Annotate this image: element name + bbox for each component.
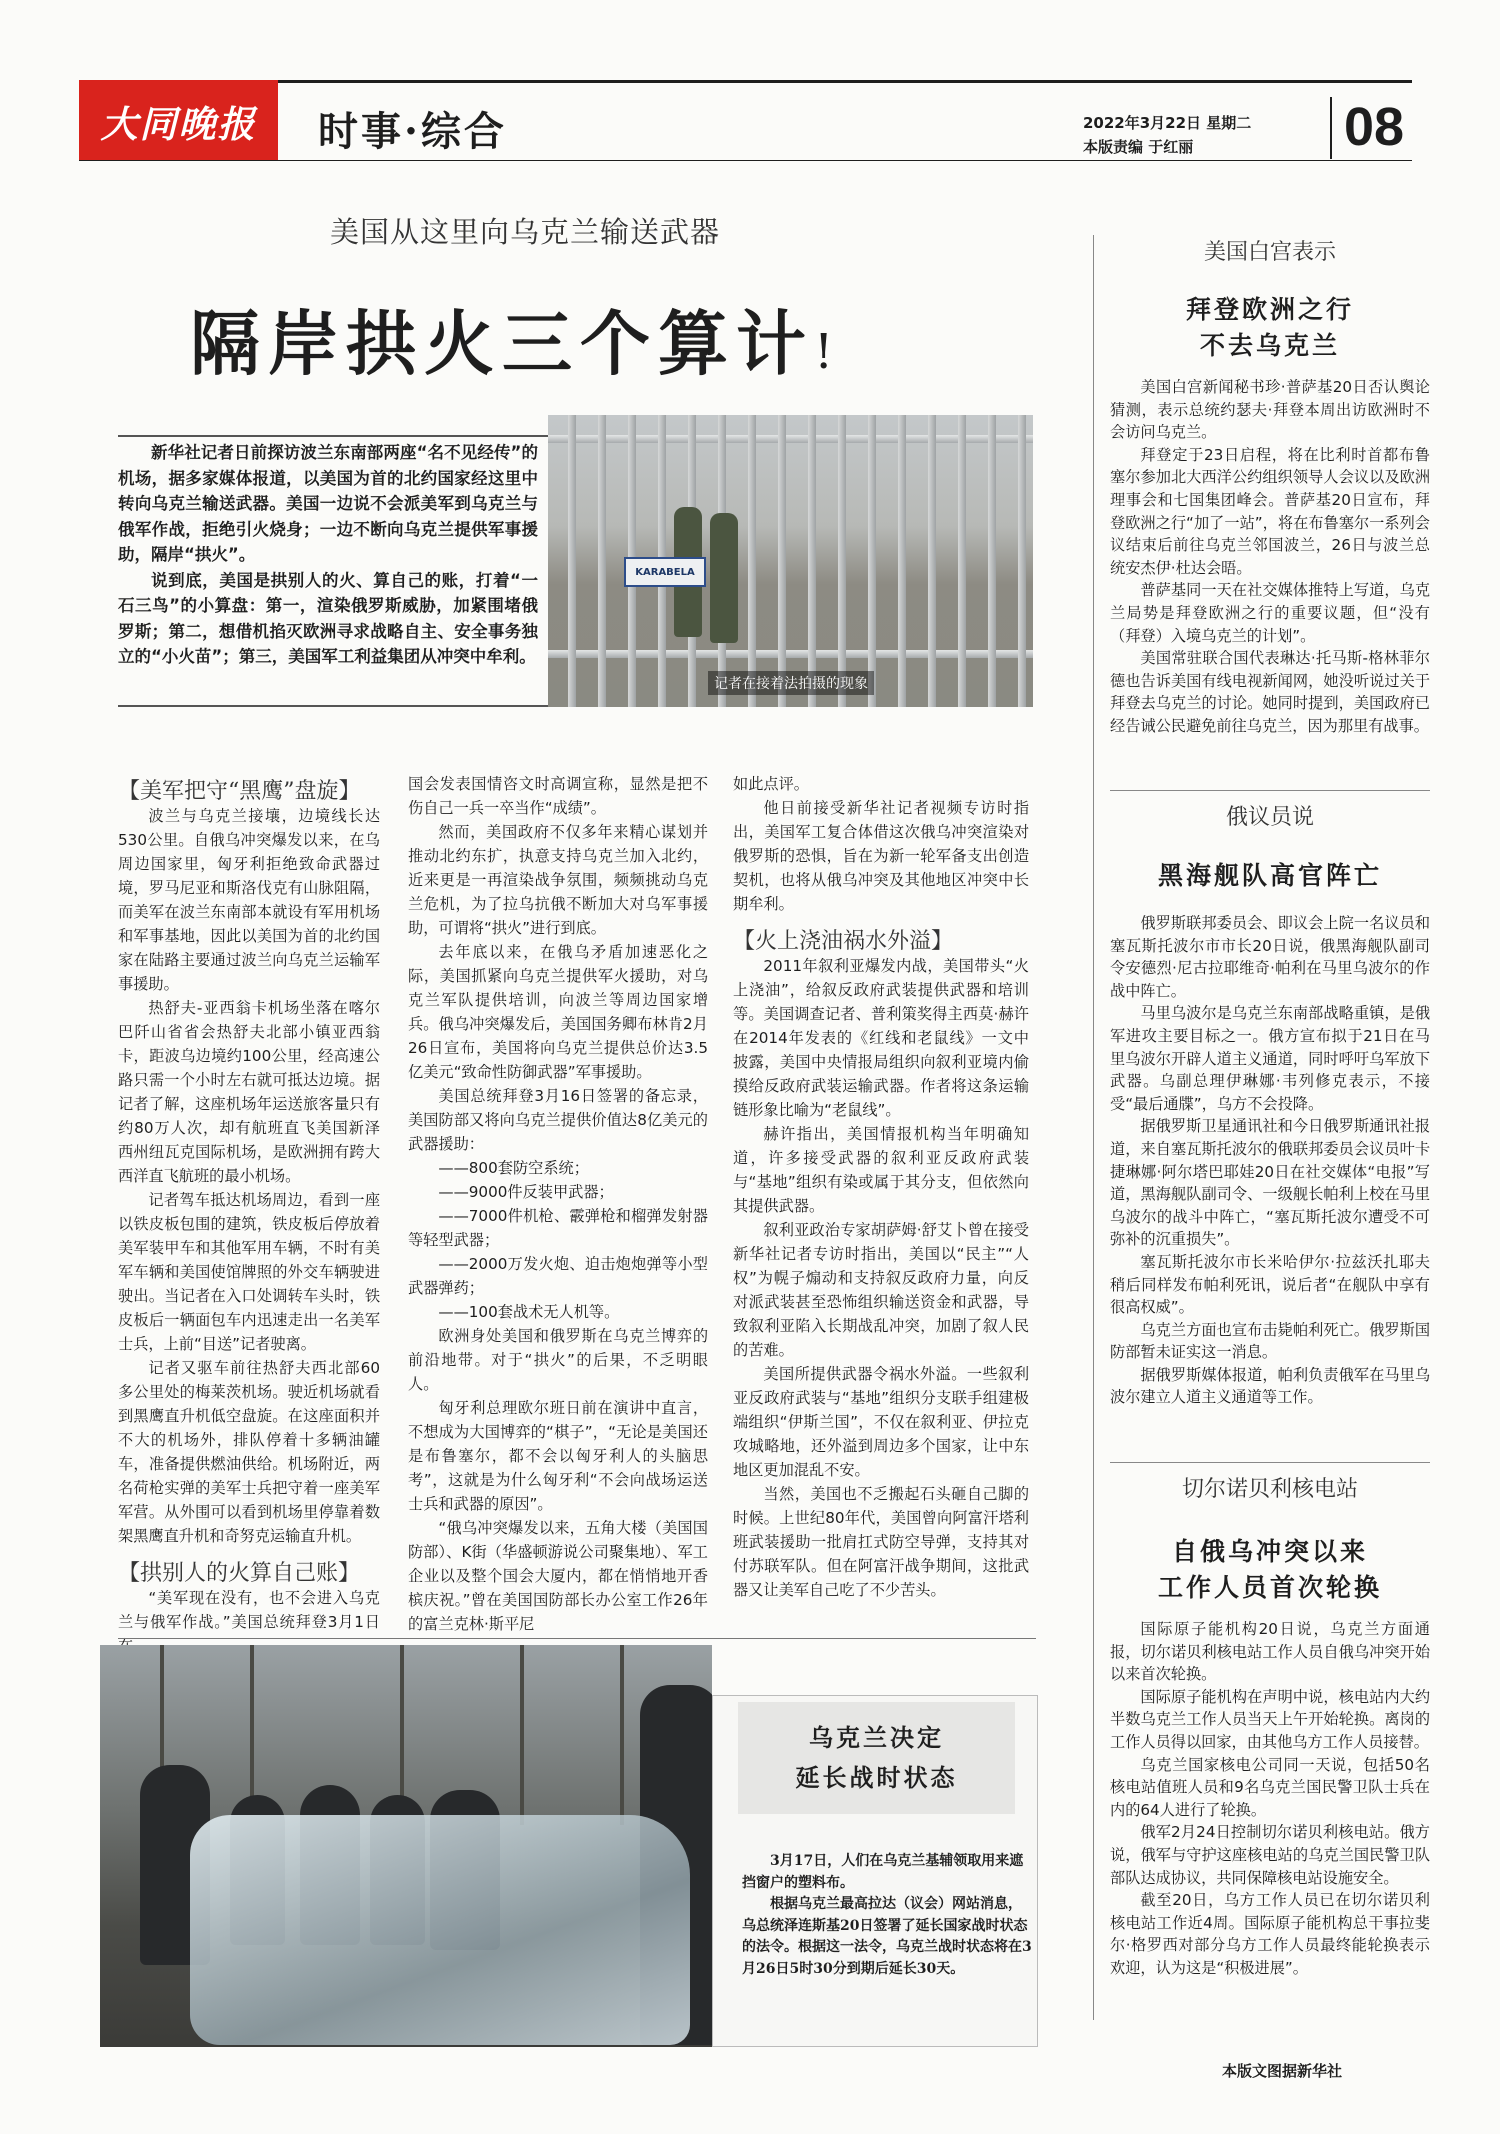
paragraph: 据俄罗斯媒体报道，帕利负责俄军在马里乌波尔建立人道主义通道等工作。 <box>1110 1365 1430 1407</box>
story-divider <box>1110 790 1430 791</box>
section-divider <box>118 1638 1036 1639</box>
paragraph: 乌克兰国家核电公司同一天说，包括50名核电站值班人员和9名乌克兰国民警卫队士兵在内的64人进行了轮换。 <box>1110 1755 1430 1819</box>
paragraph: 国际原子能机构20日说，乌克兰方面通报，切尔诺贝利核电站工作人员自俄乌冲突开始以来首次轮换。 <box>1110 1620 1430 1684</box>
paragraph: 记者驾车抵达机场周边，看到一座以铁皮板包围的建筑，铁皮板后停放着美军装甲车和其他军用车辆，不时有美军车辆和美国使馆牌照的外交车辆驶进驶出。当记者在入口处调转车头时，铁皮板后一辆面包车内迅速走出一名美军士兵，上前“目送”记者驶离。 <box>118 1191 380 1353</box>
masthead-bottom-rule <box>79 160 1412 161</box>
paragraph: 赫许指出，美国情报机构当年明确知道，许多接受武器的叙利亚反政府武装与“基地”组织有染或属于其分支，但依然向其提供武器。 <box>733 1125 1029 1215</box>
paragraph: 他日前接受新华社记者视频专访时指出，美国军工复合体借这次俄乌冲突渲染对俄罗斯的恐惧，旨在为新一轮军备支出创造契机，也将从俄乌冲突及其他地区冲突中长期牟利。 <box>733 799 1029 913</box>
headline-line: 自俄乌冲突以来 <box>1171 1537 1368 1566</box>
paragraph: 马里乌波尔是乌克兰东南部战略重镇，是俄军进攻主要目标之一。俄方宣布拟于21日在马里乌波尔开辟人道主义通道，同时呼吁乌军放下武器。乌副总理伊琳娜·韦列修克表示，不接受“最后通牒”，乌方不会投降。 <box>1110 1004 1430 1113</box>
story-headline <box>1110 292 1430 364</box>
paragraph: 美国白宫新闻秘书珍·普萨基20日否认舆论猜测，表示总统约瑟夫·拜登本周出访欧洲时不会访问乌克兰。 <box>1110 378 1430 442</box>
paragraph: 塞瓦斯托波尔市长米哈伊尔·拉兹沃扎耶夫稍后同样发布帕利死讯，说后者“在舰队中享有很高权威”。 <box>1110 1252 1430 1317</box>
paragraph: 根据乌克兰最高拉达（议会）网站消息，乌总统泽连斯基20日签署了延长国家战时状态的法令。根据这一法令，乌克兰战时状态将在3月26日5时30分到期后延长30天。 <box>742 1896 1032 1977</box>
paragraph: “俄乌冲突爆发以来，五角大楼（美国国防部）、K街（华盛顿游说公司聚集地）、军工企业以及整个国会大厦内，都在悄悄地开香槟庆祝。”曾在美国国防部长办公室工作26年的富兰克林·斯平尼 <box>408 1519 708 1633</box>
list-item: ——9000件反装甲武器； <box>438 1183 614 1201</box>
paragraph: 乌克兰方面也宣布击毙帕利死亡。俄罗斯国防部暂未证实这一消息。 <box>1110 1320 1430 1362</box>
paragraph: 欧洲身处美国和俄罗斯在乌克兰博弈的前沿地带。对于“拱火”的后果，不乏明眼人。 <box>408 1327 708 1393</box>
paragraph: 2011年叙利亚爆发内战，美国带头“火上浇油”，给叙反政府武装提供武器和培训等。美国调查记者、普利策奖得主西莫·赫许在2014年发表的《红线和老鼠线》一文中披露，美国中央情报局组织向叙利亚境内偷摸给反政府武装运输武器。作者将这条运输链形象比喻为“老鼠线”。 <box>733 957 1029 1119</box>
list-item: ——2000万发火炮、迫击炮炮弹等小型武器弹药； <box>408 1255 708 1297</box>
headline-line: 工作人员首次轮换 <box>1157 1573 1382 1602</box>
issue-date: 2022年3月22日 星期二 <box>1083 114 1252 132</box>
story-headline <box>1110 1534 1430 1606</box>
title-line: 乌克兰决定 <box>809 1724 944 1752</box>
page-editor: 本版责编 于红丽 <box>1083 138 1194 156</box>
title-line: 延长战时状态 <box>795 1764 958 1792</box>
lead-top-rule <box>118 435 548 437</box>
section-title: 时事·综合 <box>318 108 507 155</box>
airport-fence-photo <box>548 415 1033 707</box>
paragraph: 叙利亚政治专家胡萨姆·舒艾卜曾在接受新华社记者专访时指出，美国以“民主”“人权”为幌子煽动和支持叙反政府力量，向反对派武装甚至恐怖组织输送资金和武器，导致叙利亚陷入长期战乱冲突，加剧了叙人民的苦难。 <box>733 1221 1029 1359</box>
photo-caption: 记者在接着法拍摄的现象 <box>708 671 874 695</box>
paragraph: 匈牙利总理欧尔班日前在演讲中直言，不想成为大国博弈的“棋子”，“无论是美国还是布鲁塞尔，都不会以匈牙利人的头脑思考”，这就是为什么匈牙利“不会向战场运送士兵和武器的原因”。 <box>408 1399 708 1513</box>
ukraine-box-title <box>738 1702 1015 1814</box>
paragraph: 拜登定于23日启程，将在比利时首都布鲁塞尔参加北大西洋公约组织领导人会议以及欧洲理事会和七国集团峰会。普萨基20日宣布，拜登欧洲之行“加了一站”，将在布鲁塞尔一系列会议结束后前往乌克兰邻国波兰，26日与波兰总统安杰伊·杜达会晤。 <box>1110 445 1430 577</box>
gate-sign: KARABELA <box>624 557 706 587</box>
masthead-top-rule <box>79 80 1412 83</box>
paragraph: 记者又驱车前往热舒夫西北部60多公里处的梅莱茨机场。驶近机场就看到黑鹰直升机低空盘旋。在这座面积并不大的机场外，排队停着十多辆油罐车，准备提供燃油供给。机场附近，两名荷枪实弹的美军士兵把守着一座美军军营。从外围可以看到机场里停靠着数架黑鹰直升机和奇努克运输直升机。 <box>118 1359 380 1545</box>
story-kicker: 美国从这里向乌克兰输送武器 <box>330 215 721 249</box>
lead-paragraph: 新华社记者日前探访波兰东南部两座“名不见经传”的机场，据多家媒体报道，以美国为首的北约国家经这里中转向乌克兰输送武器。美国一边说不会派美军到乌克兰与俄军作战，拒绝引火烧身；一边不断向乌克兰提供军事援助，隔岸“拱火”。 <box>118 443 538 564</box>
paragraph: 俄军2月24日控制切尔诺贝利核电站。俄方说，俄军与守护这座核电站的乌克兰国民警卫队部队达成协议，共同保障核电站设施安全。 <box>1110 1823 1430 1887</box>
white-house-story <box>1110 376 1430 738</box>
paragraph: 去年底以来，在俄乌矛盾加速恶化之际，美国抓紧向乌克兰提供军火援助，对乌克兰军队提供培训，向波兰等周边国家增兵。俄乌冲突爆发后，美国国务卿布林肯2月26日宣布，美国将向乌克兰提供总价达3.5亿美元“致命性防御武器”军事援助。 <box>408 943 708 1081</box>
dateline <box>1083 111 1251 159</box>
page-number: 08 <box>1344 97 1405 157</box>
paragraph: 美国所提供武器令祸水外溢。一些叙利亚反政府武装与“基地”组织分支联手组建极端组织“伊斯兰国”，不仅在叙利亚、伊拉克攻城略地，还外溢到周边多个国家，让中东地区更加混乱不安。 <box>733 1365 1029 1479</box>
story-divider <box>1110 1462 1430 1463</box>
newspaper-logo: 大同晚报 <box>79 80 278 161</box>
story-tag: 美国白宫表示 <box>1203 240 1336 265</box>
paragraph: 据俄罗斯卫星通讯社和今日俄罗斯通讯社报道，来自塞瓦斯托波尔的俄联邦委员会议员叶卡捷琳娜·阿尔塔巴耶娃20日在社交媒体“电报”写道，黑海舰队副司令、一级舰长帕利上校在马里乌波尔的战斗中阵亡，“塞瓦斯托波尔遭受不可弥补的沉重损失”。 <box>1110 1117 1430 1249</box>
kyiv-plastic-sheet-photo <box>100 1645 712 2047</box>
main-headline <box>190 288 833 389</box>
soldier-figure <box>710 513 738 643</box>
photo-caption: 3月17日，人们在乌克兰基辅领取用来遮挡窗户的塑料布。 <box>742 1853 1024 1891</box>
paragraph: 热舒夫-亚西翁卡机场坐落在喀尔巴阡山省省会热舒夫北部小镇亚西翁卡，距波乌边境约100公里，经高速公路只需一个小时左右就可抵达边境。据记者了解，这座机场年运送旅客量只有约80万人次，却有航班直飞美国新泽西州纽瓦克国际机场，是欧洲拥有跨大西洋直飞航班的最小机场。 <box>118 999 380 1185</box>
list-item: ——800套防空系统； <box>438 1159 589 1177</box>
lead-bottom-rule <box>118 705 548 707</box>
article-column-1 <box>118 780 380 1658</box>
paragraph: 国际原子能机构在声明中说，核电站内大约半数乌克兰工作人员当天上午开始轮换。离岗的工作人员得以回家，由其他乌方工作人员接替。 <box>1110 1687 1430 1751</box>
story-tag: 切尔诺贝利核电站 <box>1181 1477 1358 1502</box>
paragraph: 截至20日，乌方工作人员已在切尔诺贝利核电站工作近4周。国际原子能机构总干事拉斐尔·格罗西对部分乌方工作人员最终能轮换表示欢迎，认为这是“积极进展”。 <box>1110 1891 1430 1977</box>
paragraph: 当然，美国也不乏搬起石头砸自己脚的时候。上世纪80年代，美国曾向阿富汗塔利班武装援助一批肩扛式防空导弹，支持其对付苏联军队。但在阿富汗战争期间，这批武器又让美军自己吃了不少苦头。 <box>733 1485 1029 1599</box>
column-divider <box>1093 235 1094 2020</box>
article-column-2 <box>408 772 708 1636</box>
headline-mark: ! <box>814 324 834 380</box>
ukraine-box-text <box>742 1851 1032 1980</box>
subhead: 【拱别人的火算自己账】 <box>118 1561 361 1586</box>
paragraph: “美军现在没有，也不会进入乌克兰与俄军作战。”美国总统拜登3月1日 <box>118 1589 380 1631</box>
paragraph: 普萨基同一天在社交媒体推特上写道，乌克兰局势是拜登欧洲之行的重要议题，但“没有（拜登）入境乌克兰的计划”。 <box>1110 581 1430 645</box>
headline-line: 不去乌克兰 <box>1199 331 1340 360</box>
list-item: ——7000件机枪、霰弹枪和榴弹发射器等轻型武器； <box>408 1207 708 1249</box>
subhead: 【美军把守“黑鹰”盘旋】 <box>118 779 361 804</box>
paragraph: 如此点评。 <box>733 775 809 793</box>
paragraph: 美国总统拜登3月16日签署的备忘录，美国防部又将向乌克兰提供价值达8亿美元的武器援助： <box>408 1087 708 1153</box>
headline-text: 隔岸拱火三个算计 <box>190 302 814 385</box>
subhead: 【火上浇油祸水外溢】 <box>733 929 954 954</box>
headline-line: 拜登欧洲之行 <box>1185 295 1354 324</box>
paragraph: 俄罗斯联邦委员会、即议会上院一名议员和塞瓦斯托波尔市市长20日说，俄黑海舰队副司令安德烈·尼古拉耶维奇·帕利在马里乌波尔的作战中阵亡。 <box>1110 914 1430 1000</box>
lead-paragraph: 说到底，美国是拱别人的火、算自己的账，打着“一石三鸟”的小算盘：第一，渲染俄罗斯威胁，加紧围堵俄罗斯；第二，想借机掐灭欧洲寻求战略自主、安全事务独立的“小火苗”；第三，美国军工利益集团从冲突中牟利。 <box>118 570 538 666</box>
story-tag: 俄议员说 <box>1225 805 1314 830</box>
photo-credit: 本版文图据新华社 <box>1222 2062 1343 2080</box>
paragraph: 美国常驻联合国代表琳达·托马斯-格林菲尔德也告诉美国有线电视新闻网，她没听说过关于拜登去乌克兰的讨论。她同时提到，美国政府已经告诫公民避免前往乌克兰，因为那里有战事。 <box>1110 649 1430 735</box>
paragraph: 波兰与乌克兰接壤，边境线长达530公里。自俄乌冲突爆发以来，在乌周边国家里，匈牙利拒绝致命武器过境，罗马尼亚和斯洛伐克有山脉阻隔，而美军在波兰东南部本就设有军用机场和军事基地，因此以美国为首的北约国家在陆路主要通过波兰向乌克兰运输军事援助。 <box>118 807 380 993</box>
masthead-divider <box>1330 97 1332 159</box>
story-lead <box>118 440 538 670</box>
plastic-sheet <box>190 1815 690 2045</box>
story-headline: 黑海舰队高官阵亡 <box>1157 861 1382 890</box>
article-column-3 <box>733 772 1029 1602</box>
paragraph: 国会发表国情咨文时高调宣称，显然是把不伤自己一兵一卒当作“成绩”。 <box>408 775 708 817</box>
paragraph: 然而，美国政府不仅多年来精心谋划并推动北约东扩，执意支持乌克兰加入北约，近来更是一再渲染战争氛围，频频挑动乌克兰危机，为了拉乌抗俄不断加大对乌军事援助，可谓将“拱火”进行到底。 <box>408 823 708 937</box>
chernobyl-story <box>1110 1618 1430 1980</box>
black-sea-fleet-story <box>1110 912 1430 1409</box>
list-item: ——100套战术无人机等。 <box>438 1303 620 1321</box>
